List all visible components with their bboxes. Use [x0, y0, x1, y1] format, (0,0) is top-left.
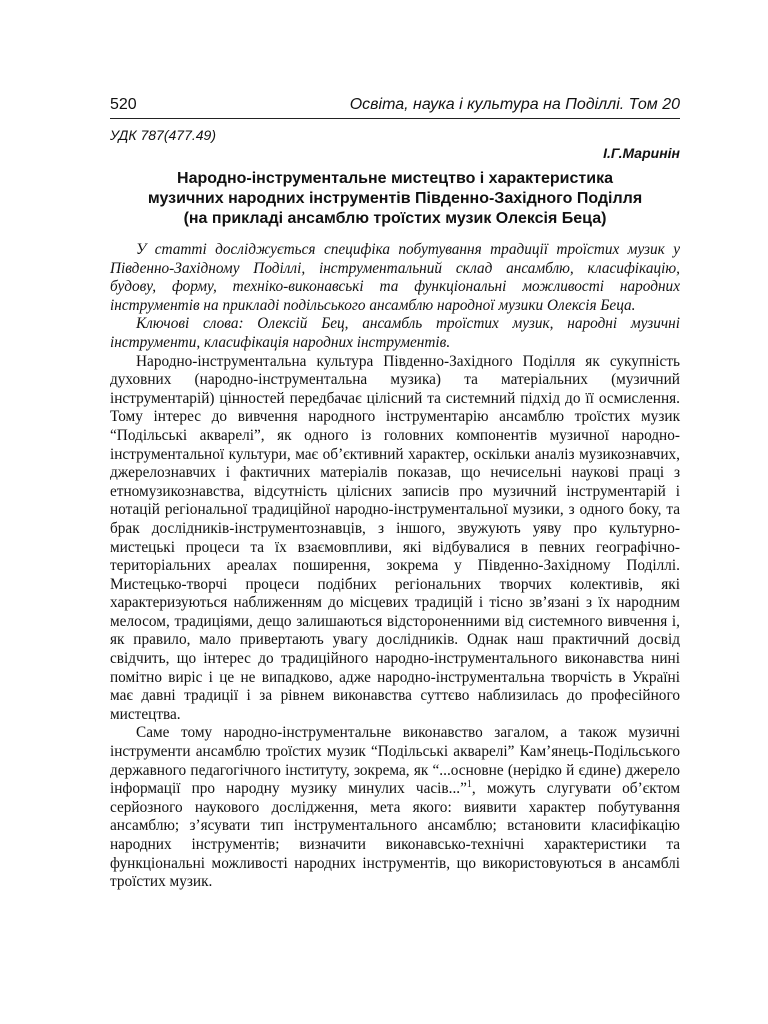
title-line-2: музичних народних інструментів Південно-Західного Поділля — [147, 190, 643, 207]
page-number: 520 — [110, 96, 137, 113]
footnote-reference[interactable]: 1 — [466, 779, 472, 791]
running-header — [110, 96, 680, 119]
author-name: І.Г.Маринін — [603, 145, 680, 161]
keywords: Ключові слова: Олексій Бец, ансамбль троїстих музик, народні музичні інструменти, класифікація народних інструментів. — [110, 315, 680, 351]
body-paragraph-2 — [110, 724, 680, 891]
abstract: У статті досліджується специфіка побутування традиції троїстих музик у Південно-Західному Поділлі, інструментальний склад ансамблю, класифікацію, будову, форму, техніко-виконавські та функціональні можливості народних інструментів на прикладі подільського ансамблю народної музики Олексія Беца. — [110, 241, 680, 314]
body-paragraph-1: Народно-інструментальна культура Південно-Західного Поділля як сукупність духовних (народно-інструментальна музика) та матеріальних (музичний інструментарій) цінностей передбачає цілісний та системний підхід до її осмислення. Тому інтерес до вивчення народного інструментарію ансамблю троїстих музик “Подільські акварелі”, як одного із головних компонентів музичної народно-інструментальної культури, має об’єктивний характер, оскільки аналіз музикознавчих, джерелознавчих і фактичних матеріалів показав, що нечисельні наукові праці з етномузикознавства, відсутність цілісних записів про музичний інструментарій і нотацій регіональної традиційної народно-інструментальної музики, з одного боку, та брак дослідників-інструментознавців, з іншого, звужують уяву про культурно-мистецькі процеси та їх взаємовпливи, які відбувалися в певних географічно-територіальних ареалах поширення, зокрема у Південно-Західному Поділлі. Мистецько-творчі процеси подібних регіональних творчих колективів, які характеризуються наближенням до місцевих традицій і тісно зв’язані з їх народним мелосом, традиціями, дещо залишаються відстороненними від системного вивчення і, як правило, мало привертають увагу дослідників. Однак наш практичний досвід свідчить, що інтерес до традиційного народно-інструментального виконавства нині помітно виріс і це не випадково, адже народно-інструментальна творчість в Україні має давні традиції і за рівнем виконавства суттєво наблизилась до професійного мистецтва. — [110, 352, 680, 723]
article-body — [110, 353, 680, 892]
title-line-1: Народно-інструментальне мистецтво і характеристика — [177, 170, 613, 187]
udk-code: УДК 787(477.49) — [110, 127, 216, 143]
title-line-3: (на прикладі ансамблю троїстих музик Олексія Беца) — [183, 210, 607, 227]
article-title — [110, 169, 680, 229]
journal-title: Освіта, наука і культура на Поділлі. Том 20 — [349, 96, 680, 113]
paragraph-2-tail: , можуть слугувати об’єктом серйозного наукового дослідження, мета якого: виявити характер побутування ансамблю; з’ясувати тип інструментального ансамблю; встановити класифікацію народних інструментів; визначити виконавсько-технічні характеристики та функціональні можливості народних інструментів, що використовуються в ансамблі троїстих музик. — [110, 780, 680, 891]
paragraph-2-main: Саме тому народно-інструментальне виконавство загалом, а також музичні інструменти ансамблю троїстих музик “Подільські акварелі” Кам’янець-Подільського державного педагогічного інституту, зокрема, як “...основне (нерідко й єдине) джерело інформації про народну музику минулих часів...” — [110, 724, 680, 798]
